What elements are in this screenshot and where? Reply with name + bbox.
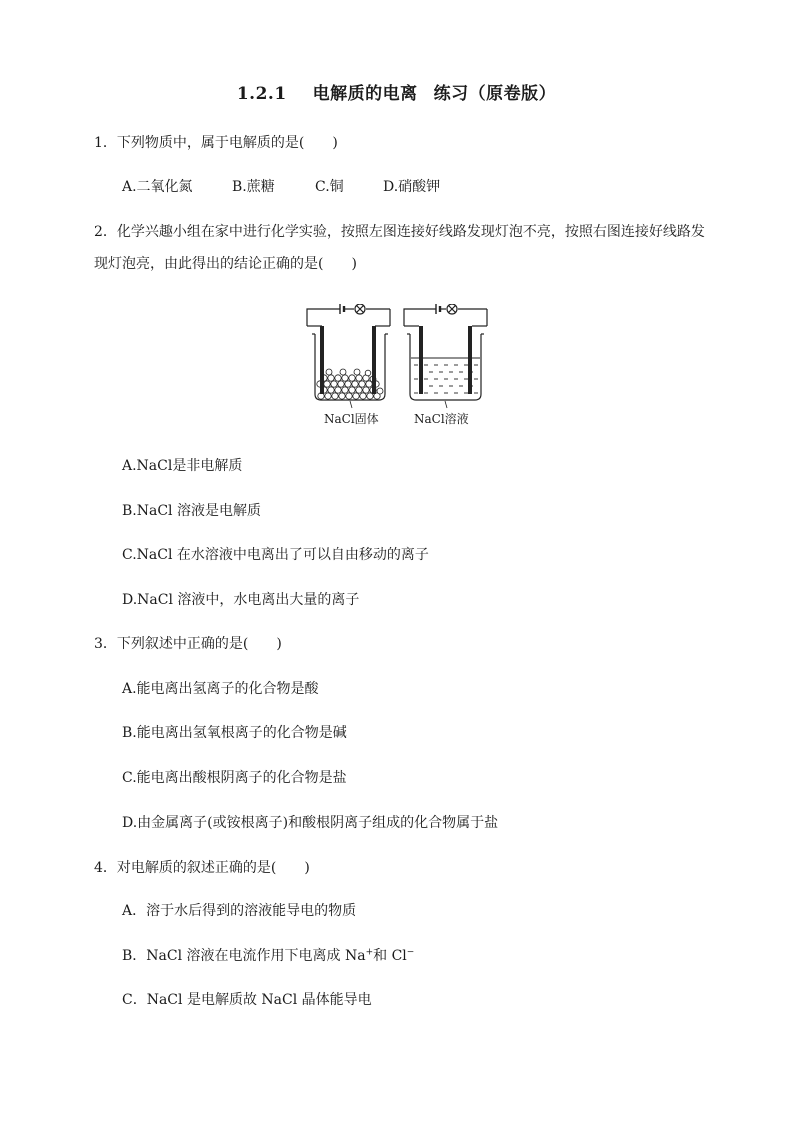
q3-option-c: C.能电离出酸根阴离子的化合物是盐 (122, 770, 347, 786)
q3-option-a: A.能电离出氢离子的化合物是酸 (122, 681, 319, 697)
q4-option-b-mid: 和 Cl (373, 948, 407, 964)
question-3-stem: 3．下列叙述中正确的是( ) (94, 636, 282, 652)
q2-option-c: C.NaCl 在水溶液中电离出了可以自由移动的离子 (122, 547, 429, 563)
question-1-options (122, 177, 440, 197)
q1-option-d: D.硝酸钾 (383, 179, 441, 195)
q4-option-b-sup2: − (406, 947, 415, 958)
question-4-stem: 4．对电解质的叙述正确的是( ) (94, 860, 310, 876)
q4-option-b (122, 946, 414, 966)
title-subtitle: 练习（原卷版） (433, 84, 557, 104)
figure-label-left: NaCl固体 (324, 412, 379, 426)
left-apparatus (307, 304, 390, 408)
q1-option-c: C.铜 (315, 179, 344, 195)
q2-option-a: A.NaCl是非电解质 (122, 458, 243, 474)
right-apparatus (404, 304, 487, 408)
title-code: 1.2.1 (236, 84, 287, 104)
q1-option-b: B.蔗糖 (232, 179, 275, 195)
q4-option-a: A．溶于水后得到的溶液能导电的物质 (122, 903, 357, 919)
circuit-figure (300, 304, 496, 430)
q4-option-c: C．NaCl 是电解质故 NaCl 晶体能导电 (122, 992, 372, 1008)
q2-option-d: D.NaCl 溶液中，水电离出大量的离子 (122, 592, 360, 608)
question-2-stem-line1: 2．化学兴趣小组在家中进行化学实验，按照左图连接好线路发现灯泡不亮，按照右图连接好线路发 (94, 224, 705, 240)
question-1-stem: 1．下列物质中，属于电解质的是( ) (94, 135, 338, 151)
q1-option-a: A.二氧化氮 (122, 179, 193, 195)
q3-option-b: B.能电离出氢氧根离子的化合物是碱 (122, 725, 347, 741)
figure-label-right: NaCl溶液 (414, 412, 469, 426)
q2-option-b: B.NaCl 溶液是电解质 (122, 503, 261, 519)
q4-option-b-pre: B．NaCl 溶液在电流作用下电离成 Na (122, 948, 366, 964)
q4-option-b-sup1: + (365, 947, 374, 958)
page-title (0, 79, 793, 104)
title-topic: 电解质的电离 (312, 84, 418, 104)
question-2-stem-line2: 现灯泡亮，由此得出的结论正确的是( ) (94, 256, 357, 272)
q3-option-d: D.由金属离子(或铵根离子)和酸根阴离子组成的化合物属于盐 (122, 815, 499, 831)
